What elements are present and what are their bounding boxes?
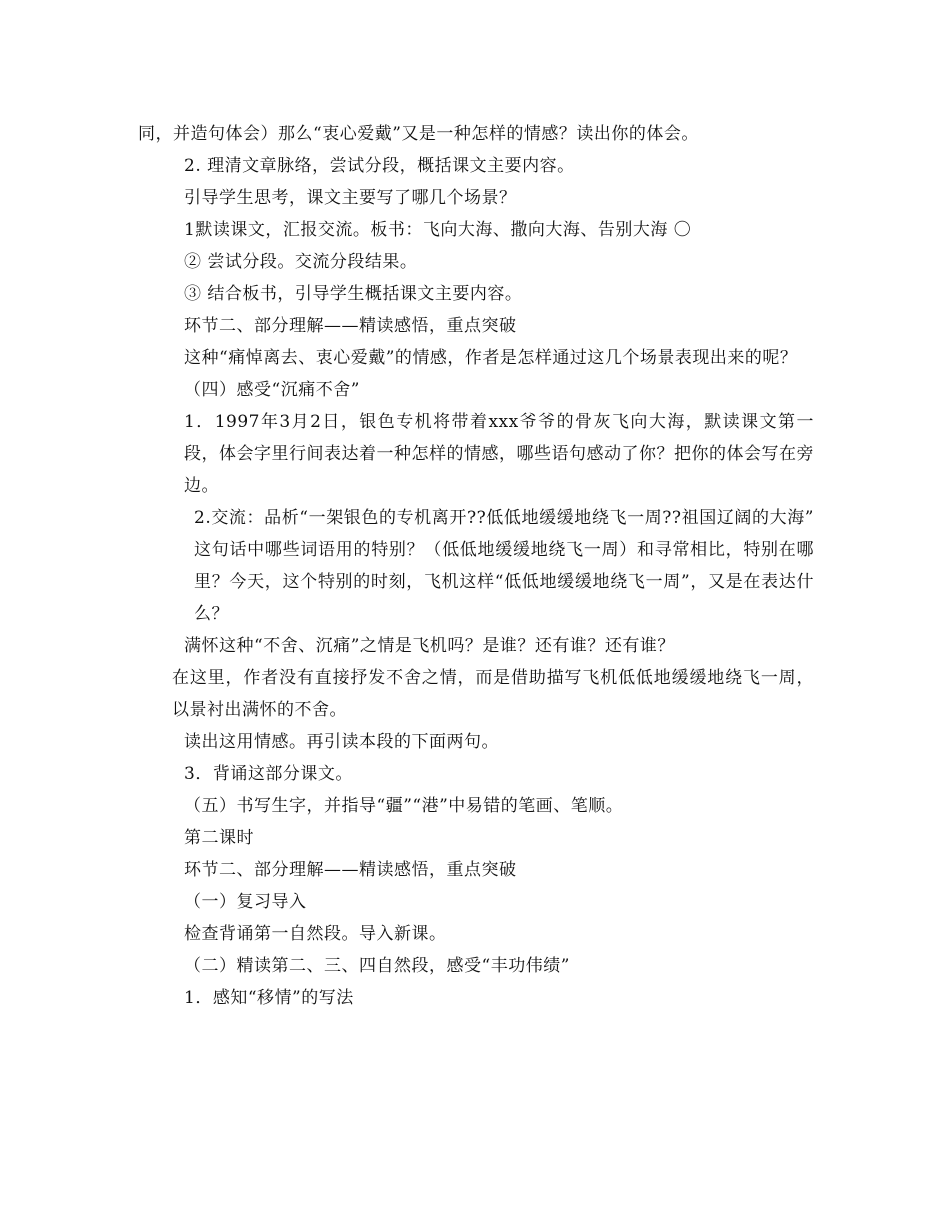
paragraph-line: 2. 理清文章脉络，尝试分段，概括课文主要内容。 (184, 156, 575, 176)
paragraph-line: 在这里，作者没有直接抒发不舍之情，而是借助描写飞机低低地缓缓地绕飞一周，以景衬出满怀的不舍。 (172, 668, 814, 720)
paragraph-line: 1．1997年3月2日，银色专机将带着xxx爷爷的骨灰飞向大海，默读课文第一段，体会字里行间表达着一种怎样的情感，哪些语句感动了你？把你的体会写在旁边。 (184, 412, 814, 496)
paragraph-line: 2.交流：品析“一架银色的专机离开??低低地缓缓地绕飞一周??祖国辽阔的大海” 这句话中哪些词语用的特别？（低低地缓缓地绕飞一周）和寻常相比，特别在哪里？今天，这个特别的时刻，飞机这样“低低地缓缓地绕飞一周”，又是在表达什么？ (194, 508, 814, 624)
paragraph-line: 这种“痛悼离去、衷心爱戴”的情感，作者是怎样通过这几个场景表现出来的呢？ (184, 348, 798, 368)
subsection-heading: （五）书写生字，并指导“疆”“港”中易错的笔画、笔顺。 (184, 796, 624, 816)
subsection-heading: （四）感受“沉痛不舍” (184, 380, 360, 400)
paragraph-line: ② 尝试分段。交流分段结果。 (184, 252, 418, 272)
paragraph-line: 检查背诵第一自然段。导入新课。 (184, 924, 447, 944)
subsection-heading: （二）精读第二、三、四自然段，感受“丰功伟绩” (184, 956, 570, 976)
document-body (138, 118, 814, 1014)
paragraph-line: 满怀这种“不舍、沉痛”之情是飞机吗？是谁？还有谁？还有谁？ (184, 636, 675, 656)
paragraph-line: 1默读课文，汇报交流。板书：飞向大海、撒向大海、告别大海 〇 (184, 220, 692, 240)
subsection-heading: （一）复习导入 (184, 892, 307, 912)
paragraph-line: 同，并造句体会）那么“衷心爱戴”又是一种怎样的情感？读出你的体会。 (138, 124, 699, 144)
paragraph-line: 1．感知“移情”的写法 (184, 988, 354, 1008)
section-heading: 环节二、部分理解——精读感悟，重点突破 (184, 860, 517, 880)
section-heading: 环节二、部分理解——精读感悟，重点突破 (184, 316, 517, 336)
paragraph-line: 引导学生思考，课文主要写了哪几个场景？ (184, 188, 517, 208)
section-heading: 第二课时 (184, 828, 254, 848)
paragraph-line: 读出这用情感。再引读本段的下面两句。 (184, 732, 499, 752)
paragraph-line: 3．背诵这部分课文。 (184, 764, 353, 784)
paragraph-line: ③ 结合板书，引导学生概括课文主要内容。 (184, 284, 523, 304)
